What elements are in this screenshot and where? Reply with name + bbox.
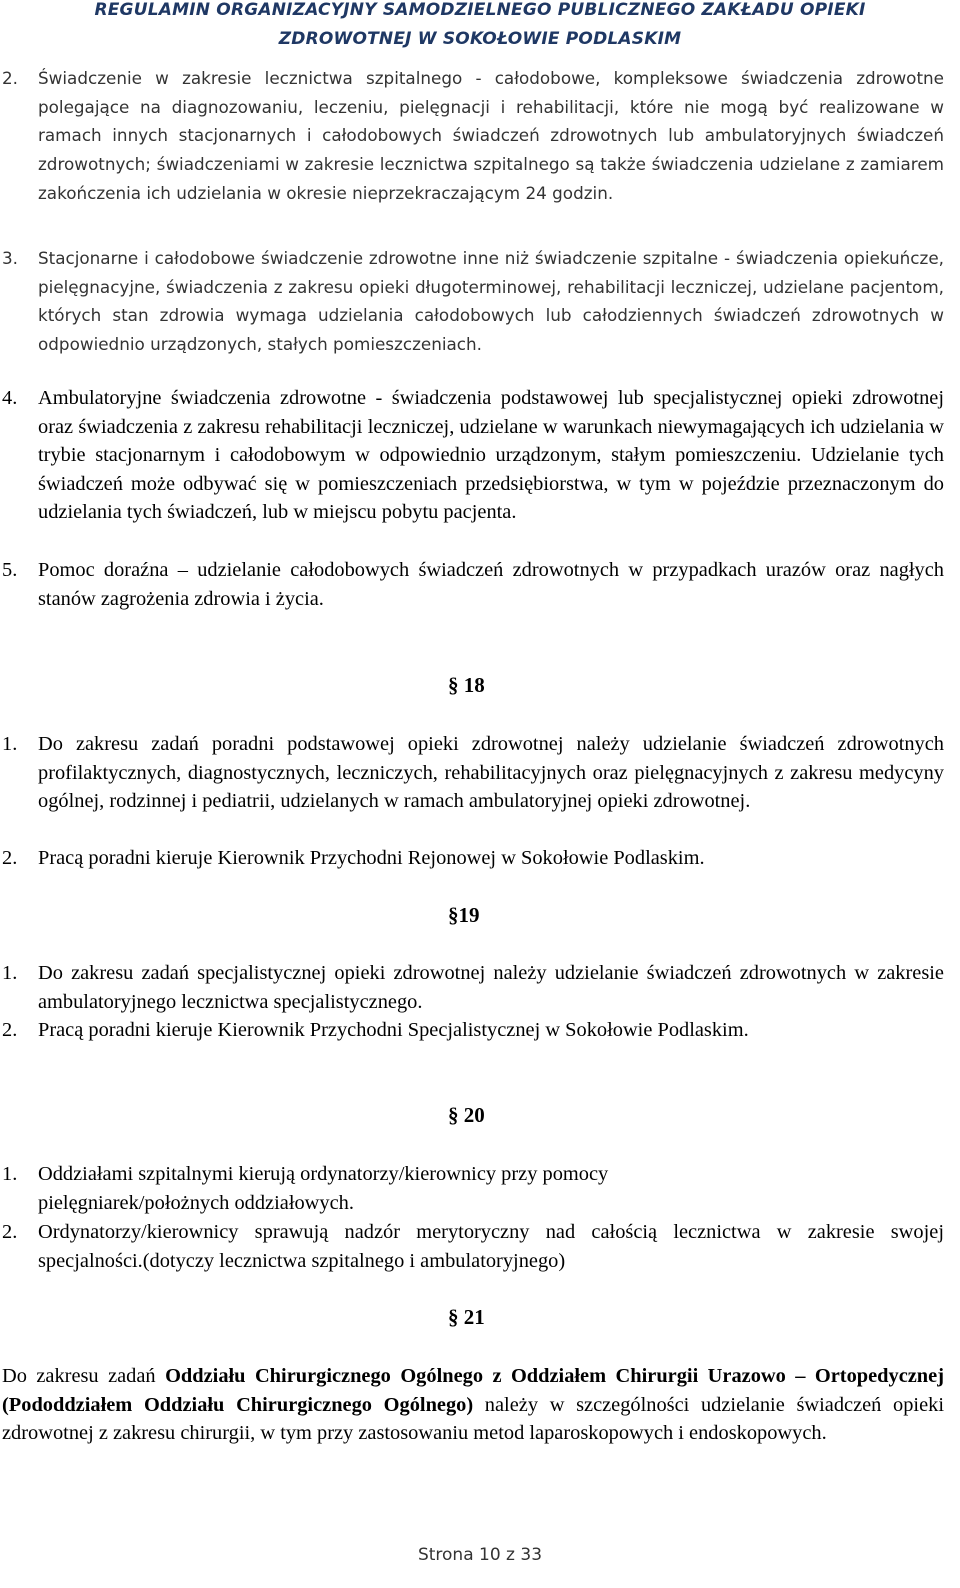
item-number: 4. <box>2 387 18 409</box>
item-number: 2. <box>2 847 18 869</box>
item-number: 1. <box>2 1163 18 1185</box>
s19-item-1 <box>2 959 944 1016</box>
item-text: Oddziałami szpitalnymi kierują ordynatorzy/kierownicy przy pomocy pielęgniarek/położnych oddziałowych. <box>38 1163 609 1214</box>
section-heading-19: §19 <box>448 903 480 927</box>
paragraph-bold-unit-name: Oddziału Chirurgicznego Ogólnego z Oddziałem Chirurgii Urazowo – Ortopedycznej (Pododdziałem Oddziału Chirurgicznego Ogólnego) <box>2 1365 944 1416</box>
definition-item-5 <box>2 556 944 613</box>
item-number: 3. <box>2 248 19 268</box>
item-text: Ordynatorzy/kierownicy sprawują nadzór merytoryczny nad całością lecznictwa w zakresie swojej specjalności.(dotyczy lecznictwa szpitalnego i ambulatoryjnego) <box>38 1221 944 1272</box>
item-text: Do zakresu zadań specjalistycznej opieki zdrowotnej należy udzielanie świadczeń zdrowotnych w zakresie ambulatoryjnego lecznictwa specjalistycznego. <box>38 962 944 1013</box>
s20-item-2 <box>2 1218 944 1275</box>
page-footer: Strona 10 z 33 <box>417 1545 543 1565</box>
item-number: 2. <box>2 1221 18 1243</box>
item-number: 1. <box>2 962 18 984</box>
section-heading-21: § 21 <box>448 1305 485 1329</box>
definition-item-3 <box>2 244 944 359</box>
header-line-1: REGULAMIN ORGANIZACYJNY SAMODZIELNEGO PUBLICZNEGO ZAKŁADU OPIEKI <box>94 0 866 20</box>
item-number: 2. <box>2 68 19 88</box>
item-text: Do zakresu zadań poradni podstawowej opieki zdrowotnej należy udzielanie świadczeń zdrowotnych profilaktycznych, diagnostycznych, leczniczych, rehabilitacyjnych oraz pielęgnacyjnych z zakresu medycyny ogólnej, rodzinnej i pediatrii, udzielanych w ramach ambulatoryjnej opieki zdrowotnej. <box>38 733 944 813</box>
item-number: 2. <box>2 1019 18 1041</box>
item-text: Stacjonarne i całodobowe świadczenie zdrowotne inne niż świadczenie szpitalne - świadczenia opiekuńcze, pielęgnacyjne, świadczenia z zakresu opieki długoterminowej, rehabilitacji leczniczej, udzielane pacjentom, których stan zdrowia wymaga udzielania całodobowych lub całodziennych świadczeń zdrowotnych w odpowiednio urządzonych, stałych pomieszczeniach. <box>38 248 944 355</box>
header-line-2: ZDROWOTNEJ W SOKOŁOWIE PODLASKIM <box>278 29 682 49</box>
item-text: Pomoc doraźna – udzielanie całodobowych świadczeń zdrowotnych w przypadkach urazów oraz nagłych stanów zagrożenia zdrowia i życia. <box>38 559 944 610</box>
s18-item-2 <box>2 844 944 873</box>
item-text: Pracą poradni kieruje Kierownik Przychodni Specjalistycznej w Sokołowie Podlaskim. <box>38 1019 749 1041</box>
item-number: 5. <box>2 559 18 581</box>
paragraph-text-end: należy w szczególności udzielanie świadczeń opieki zdrowotnej z zakresu chirurgii, w tym przy zastosowaniu metod laparoskopowych i endoskopowych. <box>2 1393 944 1445</box>
definition-item-2 <box>2 64 944 208</box>
definition-item-4 <box>2 384 944 527</box>
s20-item-1 <box>2 1160 944 1217</box>
s18-item-1 <box>2 730 944 816</box>
section-heading-20: § 20 <box>448 1103 485 1127</box>
item-text: Ambulatoryjne świadczenia zdrowotne - świadczenia podstawowej lub specjalistycznej opieki zdrowotnej oraz świadczenia z zakresu rehabilitacji leczniczej, udzielane w warunkach niewymagających ich udzielania w trybie stacjonarnym i całodobowym w odpowiednio urządzonym, stałym pomieszczeniu. Udzielanie tych świadczeń może odbywać się w pomieszczeniach przedsiębiorstwa, w tym w pojeździe przeznaczonym do udzielania tych świadczeń, lub w miejscu pobytu pacjenta. <box>38 387 944 524</box>
item-text: Pracą poradni kieruje Kierownik Przychodni Rejonowej w Sokołowie Podlaskim. <box>38 847 705 869</box>
section-heading-18: § 18 <box>448 673 485 697</box>
paragraph-text-start: Do zakresu zadań <box>2 1365 166 1387</box>
s21-paragraph <box>2 1362 944 1448</box>
item-number: 1. <box>2 733 18 755</box>
item-text: Świadczenie w zakresie lecznictwa szpitalnego - całodobowe, kompleksowe świadczenia zdrowotne polegające na diagnozowaniu, leczeniu, pielęgnacji i rehabilitacji, które nie mogą być realizowane w ramach innych stacjonarnych i całodobowych świadczeń zdrowotnych lub ambulatoryjnych świadczeń zdrowotnych; świadczeniami w zakresie lecznictwa szpitalnego są także świadczenia udzielane z zamiarem zakończenia ich udzielania w okresie nieprzekraczającym 24 godzin. <box>38 68 944 203</box>
s19-item-2 <box>2 1016 944 1045</box>
